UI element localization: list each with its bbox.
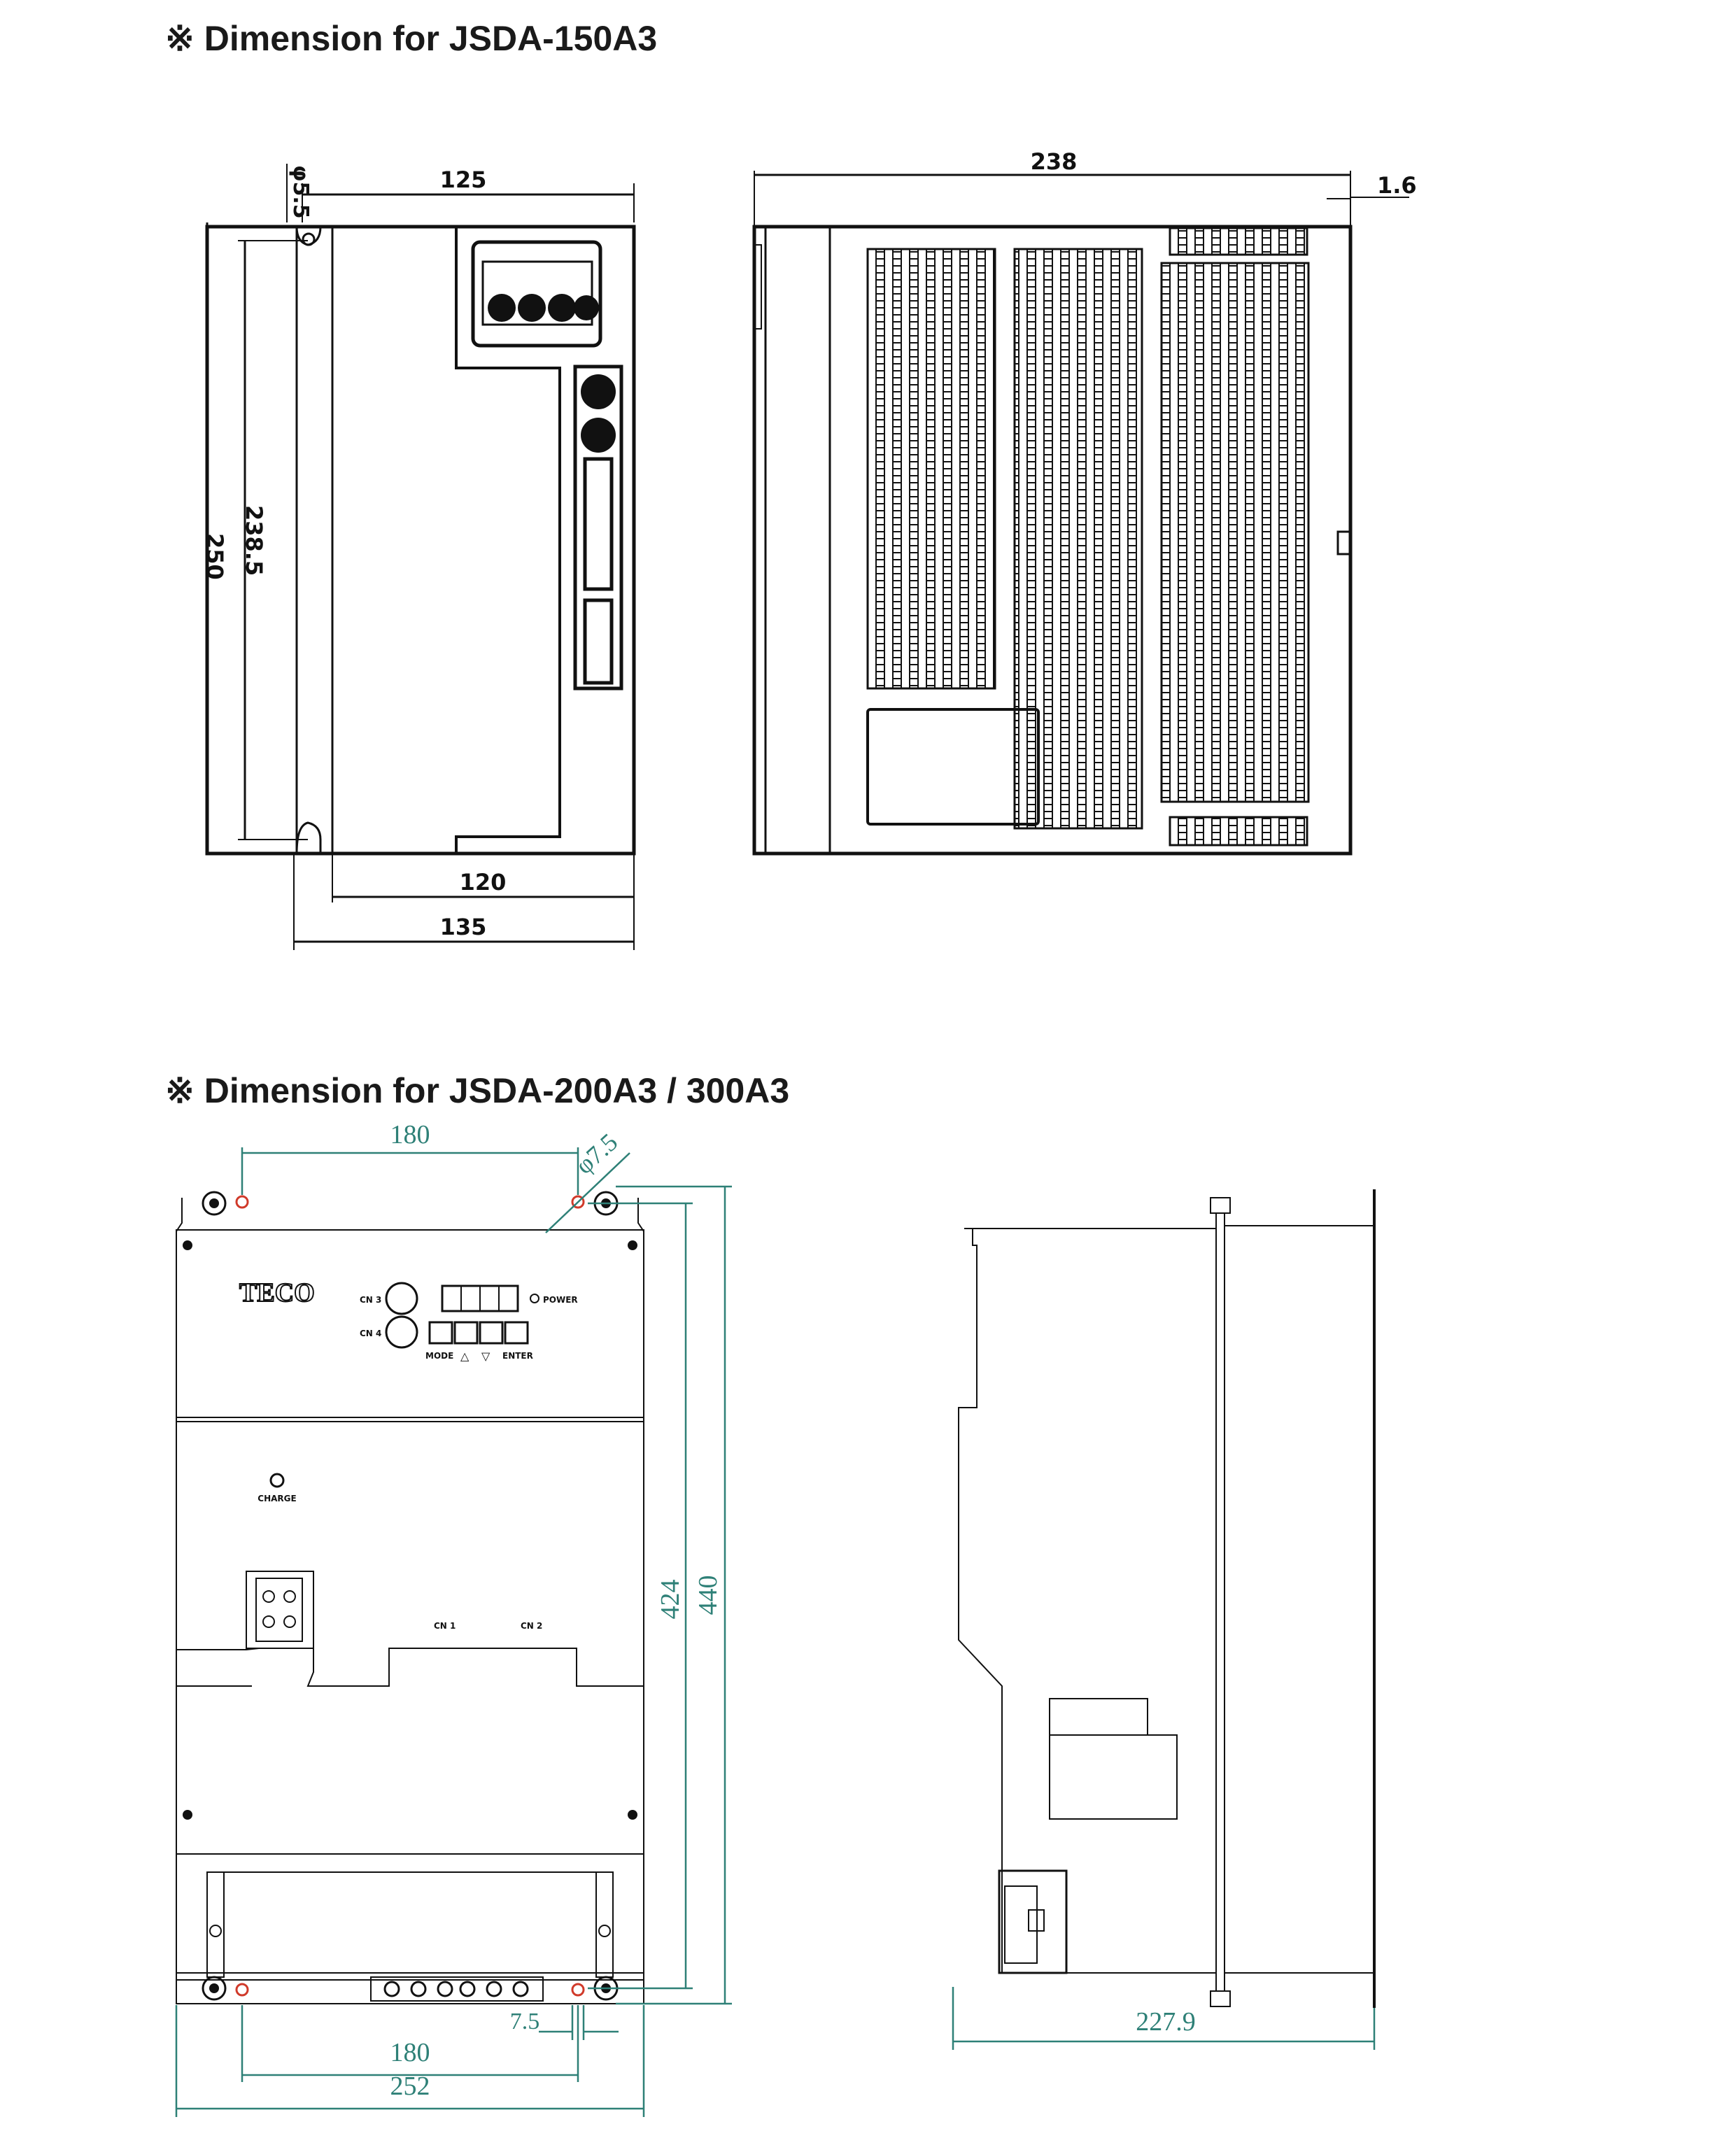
section-1-heading: ※ Dimension for JSDA-150A3: [165, 19, 658, 58]
dim-135: 135: [439, 914, 487, 940]
dim-252: 252: [390, 2072, 430, 2101]
label-cn2: CN 2: [521, 1621, 543, 1631]
jsda200-front-view: [176, 1120, 732, 2117]
dim-424: 424: [656, 1579, 685, 1620]
dim-1-6: 1.6: [1377, 172, 1417, 199]
jsda150-front-view: [202, 164, 634, 950]
label-mode: MODE: [425, 1351, 454, 1361]
dim-hole-phi-7-5: φ7.5: [570, 1128, 623, 1180]
teco-logo: TECO: [239, 1278, 315, 1308]
dim-120: 120: [459, 869, 507, 895]
label-cn3: CN 3: [360, 1295, 382, 1305]
dim-hole-phi-5-5: φ5.5: [288, 165, 313, 219]
up-arrow-icon: △: [460, 1350, 470, 1363]
dim-7-5: 7.5: [509, 2009, 540, 2034]
dim-180-bottom: 180: [390, 2038, 430, 2067]
dim-227-9: 227.9: [1136, 2007, 1196, 2037]
dim-180-top: 180: [390, 1120, 430, 1149]
label-power: POWER: [543, 1295, 578, 1305]
label-cn1: CN 1: [434, 1621, 456, 1631]
jsda200-side-view: [953, 1189, 1374, 2050]
label-enter: ENTER: [502, 1351, 533, 1361]
label-charge: CHARGE: [257, 1494, 297, 1503]
dim-125: 125: [439, 167, 487, 193]
dim-238-5: 238.5: [241, 505, 267, 576]
dim-238: 238: [1030, 148, 1078, 175]
dim-250: 250: [202, 533, 228, 580]
jsda150-side-view: [754, 148, 1417, 854]
section-2-heading: ※ Dimension for JSDA-200A3 / 300A3: [165, 1071, 790, 1110]
dim-440: 440: [693, 1575, 723, 1615]
down-arrow-icon: ▽: [481, 1350, 491, 1363]
label-cn4: CN 4: [360, 1329, 382, 1338]
